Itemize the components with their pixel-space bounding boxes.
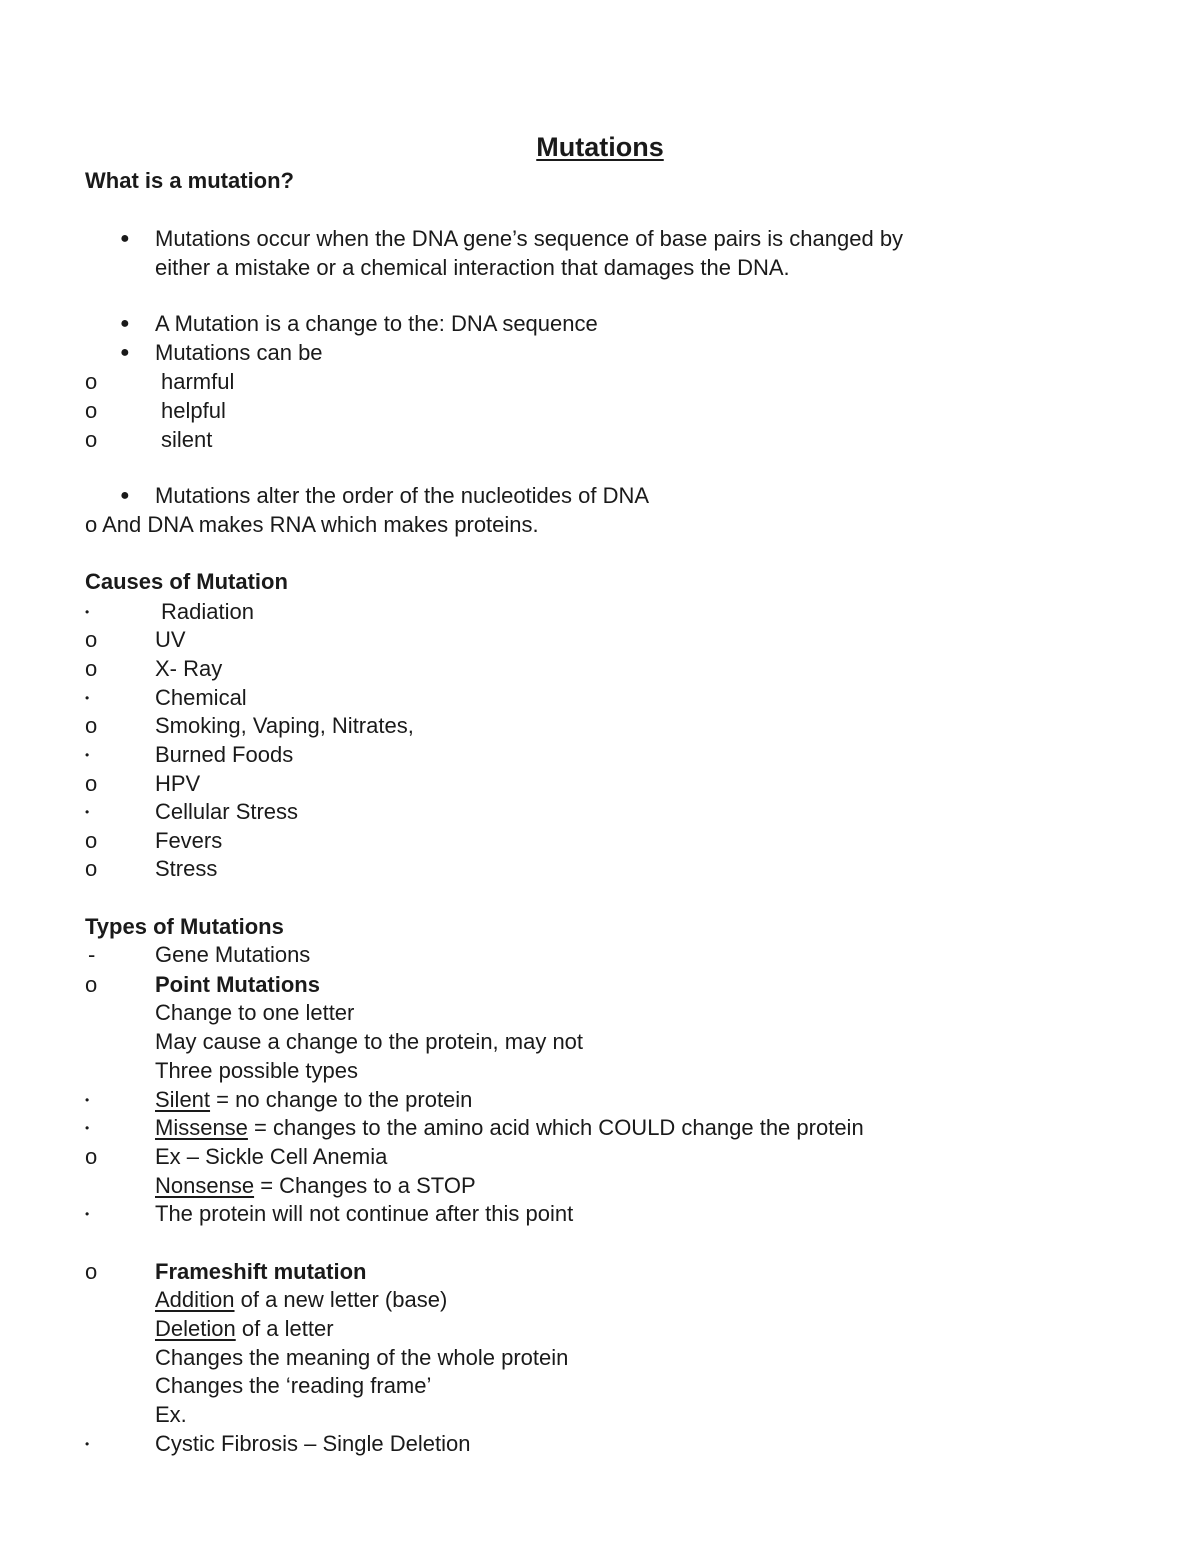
sub-bullet-marker: o (85, 856, 98, 881)
section-heading-types: Types of Mutations (85, 914, 284, 939)
frameshift-text: Changes the meaning of the whole protein (155, 1345, 569, 1370)
addition-definition: of a new letter (base) (234, 1287, 448, 1312)
point-mutation-text: Three possible types (155, 1058, 358, 1083)
sub-bullet-marker: o (85, 713, 98, 738)
frameshift-heading: Frameshift mutation (155, 1259, 367, 1284)
sub-bullet-marker: o (85, 398, 98, 423)
section-heading-what-is-mutation: What is a mutation? (85, 168, 294, 193)
frameshift-text: Changes the ‘reading frame’ (155, 1373, 432, 1398)
frameshift-example: Cystic Fibrosis – Single Deletion (155, 1431, 471, 1456)
page-title: Mutations (536, 132, 664, 162)
bullet-marker: • (85, 691, 90, 705)
sub-bullet-marker: o (85, 1259, 98, 1284)
bullet-marker: • (85, 1437, 90, 1451)
deletion-type (155, 1314, 334, 1344)
bullet-marker: • (85, 605, 90, 619)
missense-type (155, 1113, 864, 1143)
bullet-marker: ● (120, 487, 130, 504)
nonsense-definition: = Changes to a STOP (254, 1173, 476, 1198)
sub-bullet-marker: o (85, 427, 98, 452)
sub-bullet-text: helpful (161, 398, 226, 423)
sub-bullet-marker: o (85, 656, 98, 681)
missense-definition: = changes to the amino acid which COULD change the protein (247, 1115, 864, 1140)
bullet-text: A Mutation is a change to the: DNA sequence (155, 311, 598, 336)
sub-bullet-text: silent (161, 427, 213, 452)
cause-item: Smoking, Vaping, Nitrates, (155, 713, 414, 738)
deletion-definition: of a letter (235, 1316, 334, 1341)
sub-bullet-marker: o (85, 828, 98, 853)
nonsense-type (155, 1171, 476, 1201)
sub-bullet-marker: o (85, 369, 98, 394)
cause-item: UV (155, 627, 186, 652)
missense-term: Missense (155, 1115, 248, 1140)
deletion-term: Deletion (155, 1316, 236, 1341)
dash-marker: - (88, 942, 96, 967)
sub-bullet-text: o And DNA makes RNA which makes proteins. (85, 512, 539, 537)
bullet-marker: • (85, 1207, 90, 1221)
example-text: Ex – Sickle Cell Anemia (155, 1144, 388, 1169)
sub-bullet-marker: o (85, 771, 98, 796)
cause-item: Cellular Stress (155, 799, 299, 824)
bullet-text-continued: either a mistake or a chemical interaction that damages the DNA. (155, 255, 790, 280)
nonsense-term: Nonsense (155, 1173, 255, 1198)
bullet-marker: • (85, 1093, 90, 1107)
bullet-marker: ● (120, 315, 130, 332)
bullet-text: Mutations occur when the DNA gene’s sequence of base pairs is changed by (155, 226, 904, 251)
cause-item: Chemical (155, 685, 247, 710)
sub-bullet-marker: o (85, 1144, 98, 1169)
cause-item: Radiation (161, 599, 254, 624)
cause-item: X- Ray (155, 656, 223, 681)
bullet-marker: • (85, 805, 90, 819)
bullet-text: Mutations alter the order of the nucleotides of DNA (155, 483, 650, 508)
bullet-marker: • (85, 748, 90, 762)
bullet-marker: ● (120, 344, 130, 361)
silent-term: Silent (155, 1087, 211, 1112)
bullet-marker: ● (120, 230, 130, 247)
point-mutation-text: Change to one letter (155, 1000, 355, 1025)
section-heading-causes: Causes of Mutation (85, 569, 288, 594)
gene-mutations-label: Gene Mutations (155, 942, 311, 967)
point-mutation-text: May cause a change to the protein, may not (155, 1029, 584, 1054)
sub-bullet-marker: o (85, 972, 98, 997)
bullet-marker: • (85, 1121, 90, 1135)
sub-bullet-text: harmful (161, 369, 235, 394)
cause-item: Burned Foods (155, 742, 294, 767)
sub-bullet-marker: o (85, 627, 98, 652)
frameshift-text: Ex. (155, 1402, 187, 1427)
cause-item: Stress (155, 856, 218, 881)
silent-type (155, 1085, 472, 1115)
nonsense-detail: The protein will not continue after this point (155, 1201, 574, 1226)
addition-type (155, 1285, 447, 1315)
cause-item: HPV (155, 771, 201, 796)
point-mutations-heading: Point Mutations (155, 972, 320, 997)
cause-item: Fevers (155, 828, 223, 853)
silent-definition: = no change to the protein (210, 1087, 473, 1112)
addition-term: Addition (155, 1287, 235, 1312)
bullet-text: Mutations can be (155, 340, 323, 365)
